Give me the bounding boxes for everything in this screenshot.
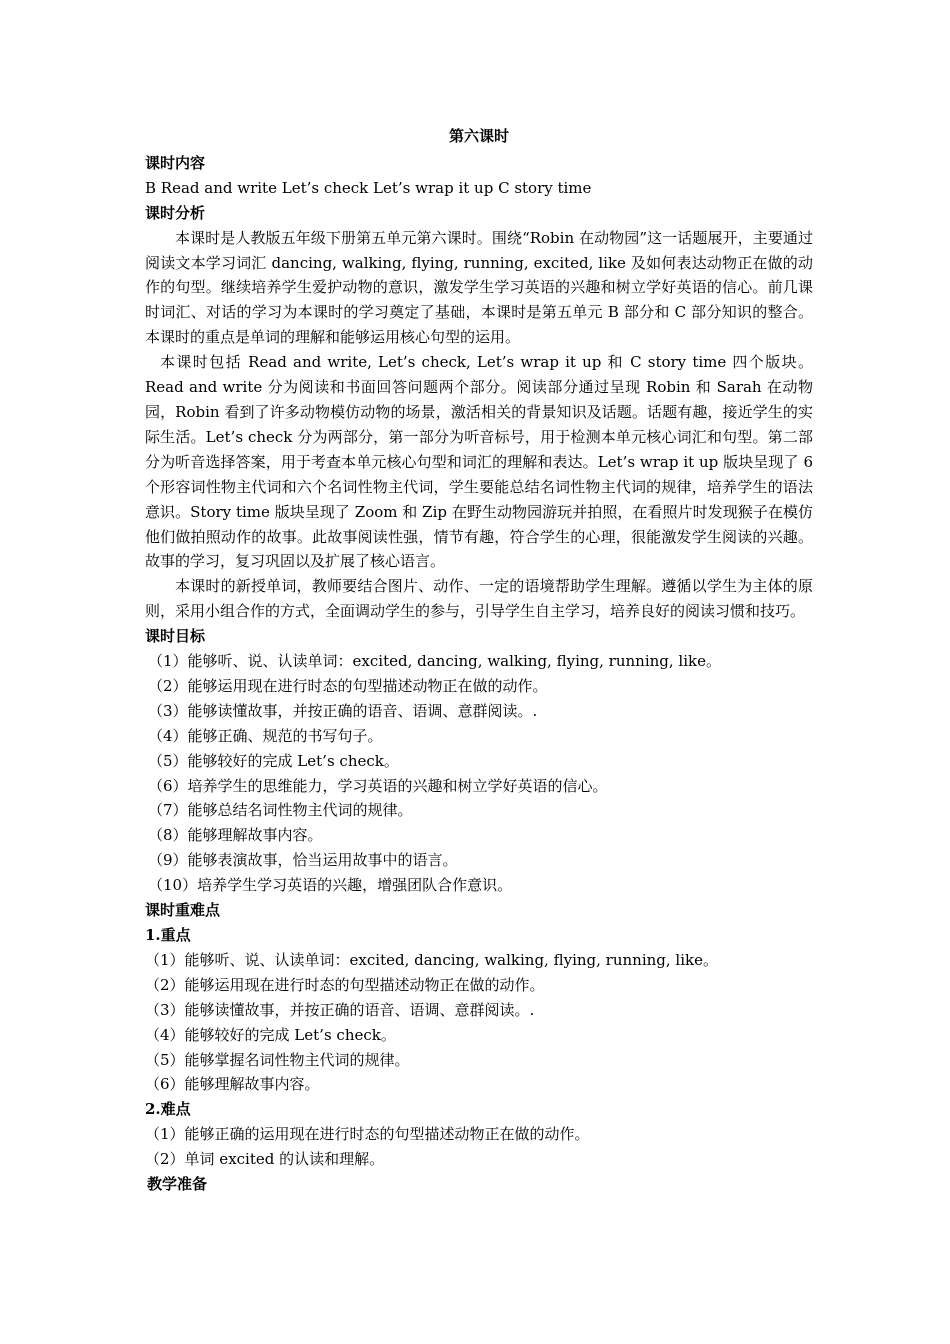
goal-item: （1）能够听、说、认读单词：excited, dancing, walking, flying, running, like。 [148,652,721,671]
goal-item: （8）能够理解故事内容。 [148,826,323,845]
goal-item: （5）能够较好的完成 Let’s check。 [148,751,399,770]
content-text: B Read and write Let’s check Let’s wrap it up C story time [145,178,592,197]
goal-item: （6）培养学生的思维能力，学习英语的兴趣和树立学好英语的信心。 [148,776,608,795]
document-page [145,124,813,1197]
goal-item: （9）能够表演故事，恰当运用故事中的语言。 [148,851,458,870]
goal-item: （3）能够读懂故事，并按正确的语音、语调、意群阅读。. [148,701,538,720]
key-point-item: （5）能够掌握名词性物主代词的规律。 [145,1050,410,1069]
goals-heading: 课时目标 [145,627,206,646]
goal-item: （10）培养学生学习英语的兴趣，增强团队合作意识。 [148,876,513,895]
key-points-heading: 1.重点 [145,926,191,944]
analysis-paragraph: 本课时是人教版五年级下册第五单元第六课时。围绕“Robin 在动物园”这一话题展开，主要通过阅读文本学习词汇 dancing, walking, flying, running, excited, like 及如何表达动物正在做的动作的句型。继续培养学生爱护动物的意识，激发学生学习英语的兴趣和树立学好英语的信心。前几课时词汇、对话的学习为本课时的学习奠定了基础，本课时是第五单元 B 部分和 C 部分知识的整合。本课时的重点是单词的理解和能够运用核心句型的运用。 [145,228,813,347]
difficult-point-item: （1）能够正确的运用现在进行时态的句型描述动物正在做的动作。 [145,1125,590,1144]
key-point-item: （4）能够较好的完成 Let’s check。 [145,1025,396,1044]
lesson-title: 第六课时 [448,127,509,145]
analysis-paragraph: 本课时的新授单词，教师要结合图片、动作、一定的语境帮助学生理解。遵循以学生为主体的原则，采用小组合作的方式，全面调动学生的参与，引导学生自主学习，培养良好的阅读习惯和技巧。 [145,577,813,621]
difficult-point-item: （2）单词 excited 的认读和理解。 [145,1150,385,1169]
analysis-heading: 课时分析 [145,203,206,222]
key-point-item: （2）能够运用现在进行时态的句型描述动物正在做的动作。 [145,975,545,994]
key-point-item: （3）能够读懂故事，并按正确的语音、语调、意群阅读。. [145,1000,535,1019]
goal-item: （7）能够总结名词性物主代词的规律。 [148,801,413,820]
difficult-points-heading: 2.难点 [145,1100,191,1119]
goal-item: （4）能够正确、规范的书写句子。 [148,726,383,745]
key-point-item: （1）能够听、说、认读单词：excited, dancing, walking, flying, running, like。 [145,950,718,969]
content-heading: 课时内容 [145,153,206,172]
key-point-item: （6）能够理解故事内容。 [145,1075,320,1094]
goal-item: （2）能够运用现在进行时态的句型描述动物正在做的动作。 [148,676,548,695]
prep-heading: 教学准备 [147,1175,208,1194]
key-heading: 课时重难点 [145,901,221,920]
analysis-paragraph: 本课时包括 Read and write, Let’s check, Let’s wrap it up 和 C story time 四个版块。Read and write 分为阅读和书面回答问题两个部分。阅读部分通过呈现 Robin 和 Sarah 在动物园，Robin 看到了许多动物模仿动物的场景，激活相关的背景知识及话题。话题有趣，接近学生的实际生活。Let’s check 分为两部分，第一部分为听音标号，用于检测本单元核心词汇和句型。第二部分为听音选择答案，用于考查本单元核心句型和词汇的理解和表达。Let’s wrap it up 版块呈现了 6 个形容词性物主代词和六个名词性物主代词，学生要能总结名词性物主代词的规律，培养学生的语法意识。Story time 版块呈现了 Zoom 和 Zip 在野生动物园游玩并拍照，在看照片时发现猴子在模仿他们做拍照动作的故事。此故事阅读性强，情节有趣，符合学生的心理，很能激发学生阅读的兴趣。故事的学习，复习巩固以及扩展了核心语言。 [145,353,813,571]
